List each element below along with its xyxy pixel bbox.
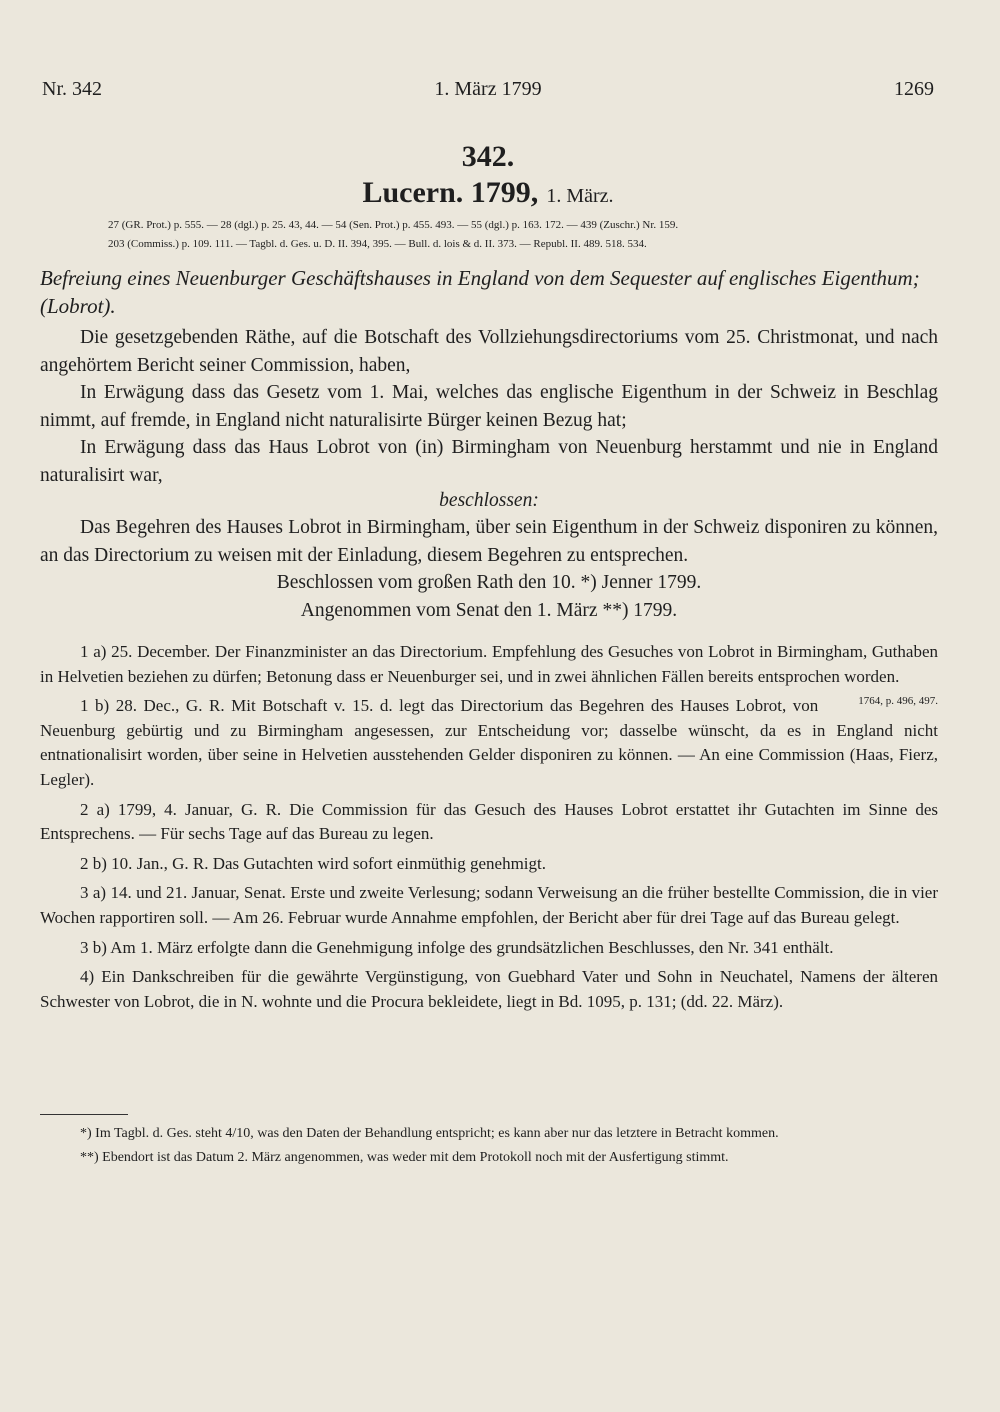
footnotes xyxy=(40,1124,938,1172)
source-references xyxy=(108,216,938,254)
preamble-paragraph: Die gesetzgebenden Räthe, auf die Botschaft des Vollziehungsdirectoriums vom 25. Christmonat, und nach angehörtem Bericht seiner Commission, haben, xyxy=(40,327,938,376)
note-1a-reference: 1764, p. 496, 497. xyxy=(858,695,938,708)
resolved-heading: beschlossen: xyxy=(439,489,539,511)
heading-place-year: Lucern. 1799, xyxy=(362,176,539,209)
source-line-1: 27 (GR. Prot.) p. 555. — 28 (dgl.) p. 25. 43, 44. — 54 (Sen. Prot.) p. 455. 493. — 55 (dgl.) p. 163. 172. — 439 (Zuschr.) Nr. 159. xyxy=(108,219,679,231)
note-3b: 3 b) Am 1. März erfolgte dann die Genehmigung infolge des grundsätzlichen Beschlusses, den Nr. 341 enthält. xyxy=(80,937,834,957)
heading-date: 1. März. xyxy=(546,185,614,207)
resolution-paragraph: Das Begehren des Hauses Lobrot in Birmingham, über sein Eigenthum in der Schweiz disponiren zu können, an das Directorium zu weisen mit der Einladung, diesem Begehren zu entsprechen. xyxy=(40,517,938,566)
running-head-doc-number: Nr. 342 xyxy=(42,78,102,100)
document-number: 342. xyxy=(461,140,515,173)
footnote-divider xyxy=(40,1114,128,1115)
note-4: 4) Ein Dankschreiben für die gewährte Vergünstigung, von Guebhard Vater und Sohn in Neuchatel, Namens der älteren Schwester von Lobrot, die in N. wohnte und die Procura bekleidete, liegt in Bd. 1095, p. 131; (dd. 22. März). xyxy=(40,967,938,1011)
adoption-great-council: Beschlossen vom großen Rath den 10. *) Jenner 1799. xyxy=(276,572,702,594)
note-2b: 2 b) 10. Jan., G. R. Das Gutachten wird sofort einmüthig genehmigt. xyxy=(80,853,547,873)
document-heading xyxy=(0,176,976,210)
running-head-date: 1. März 1799 xyxy=(434,78,542,100)
note-1b: 1 b) 28. Dec., G. R. Mit Botschaft v. 15. d. legt das Directorium das Begehren des Hauses Lobrot, von Neuenburg gebürtig und zu Birmingham angesessen, zur Entscheidung vor; dasselbe wünscht, da es in England nicht entnationalisirt worden, über seine in Helvetien ausstehenden Gelder disponiren zu können. — An eine Commission (Haas, Fierz, Legler). xyxy=(40,696,938,789)
decree-body xyxy=(40,324,938,625)
consideration-paragraph-1: In Erwägung dass das Gesetz vom 1. Mai, welches das englische Eigenthum in der Schweiz in Beschlag nimmt, auf fremde, in England nicht naturalisirte Bürger keinen Bezug hat; xyxy=(40,382,938,431)
procedural-notes xyxy=(40,640,938,1019)
note-2a: 2 a) 1799, 4. Januar, G. R. Die Commission für das Gesuch des Hauses Lobrot erstattet ihr Gutachten im Sinne des Entsprechens. — Für sechs Tage auf das Bureau zu legen. xyxy=(40,799,938,844)
footnote-1: *) Im Tagbl. d. Ges. steht 4/10, was den Daten der Behandlung entspricht; es kann aber nur das letztere in Betracht kommen. xyxy=(80,1126,779,1141)
note-1a xyxy=(40,640,938,708)
note-3a: 3 a) 14. und 21. Januar, Senat. Erste und zweite Verlesung; sodann Verweisung an die früher bestellte Commission, die in vier Wochen rapportiren soll. — Am 26. Februar wurde Annahme empfohlen, der Bericht aber für drei Tage auf das Bureau gelegt. xyxy=(40,883,938,927)
footnote-2: **) Ebendort ist das Datum 2. März angenommen, was weder mit dem Protokoll noch mit der Ausfertigung stimmt. xyxy=(80,1150,729,1165)
document-title: Befreiung eines Neuenburger Geschäftshauses in England von dem Sequester auf englisches Eigenthum; (Lobrot). xyxy=(40,266,920,318)
consideration-paragraph-2: In Erwägung dass das Haus Lobrot von (in) Birmingham von Neuenburg herstammt und nie in England naturalisirt war, xyxy=(40,437,938,486)
adoption-senate: Angenommen vom Senat den 1. März **) 1799. xyxy=(300,599,678,621)
page-number: 1269 xyxy=(894,78,934,100)
source-line-2: 203 (Commiss.) p. 109. 111. — Tagbl. d. Ges. u. D. II. 394, 395. — Bull. d. lois & d. II. 373. — Republ. II. 489. 518. 534. xyxy=(108,238,647,250)
note-1a-text: 1 a) 25. December. Der Finanzminister an das Directorium. Empfehlung des Gesuches von Lobrot in Birmingham, Guthaben in Helvetien beziehen zu dürfen; Betonung dass er Neuenburger sei, und in zwei ähnlichen Fällen bereits entsprochen worden. xyxy=(40,642,938,686)
